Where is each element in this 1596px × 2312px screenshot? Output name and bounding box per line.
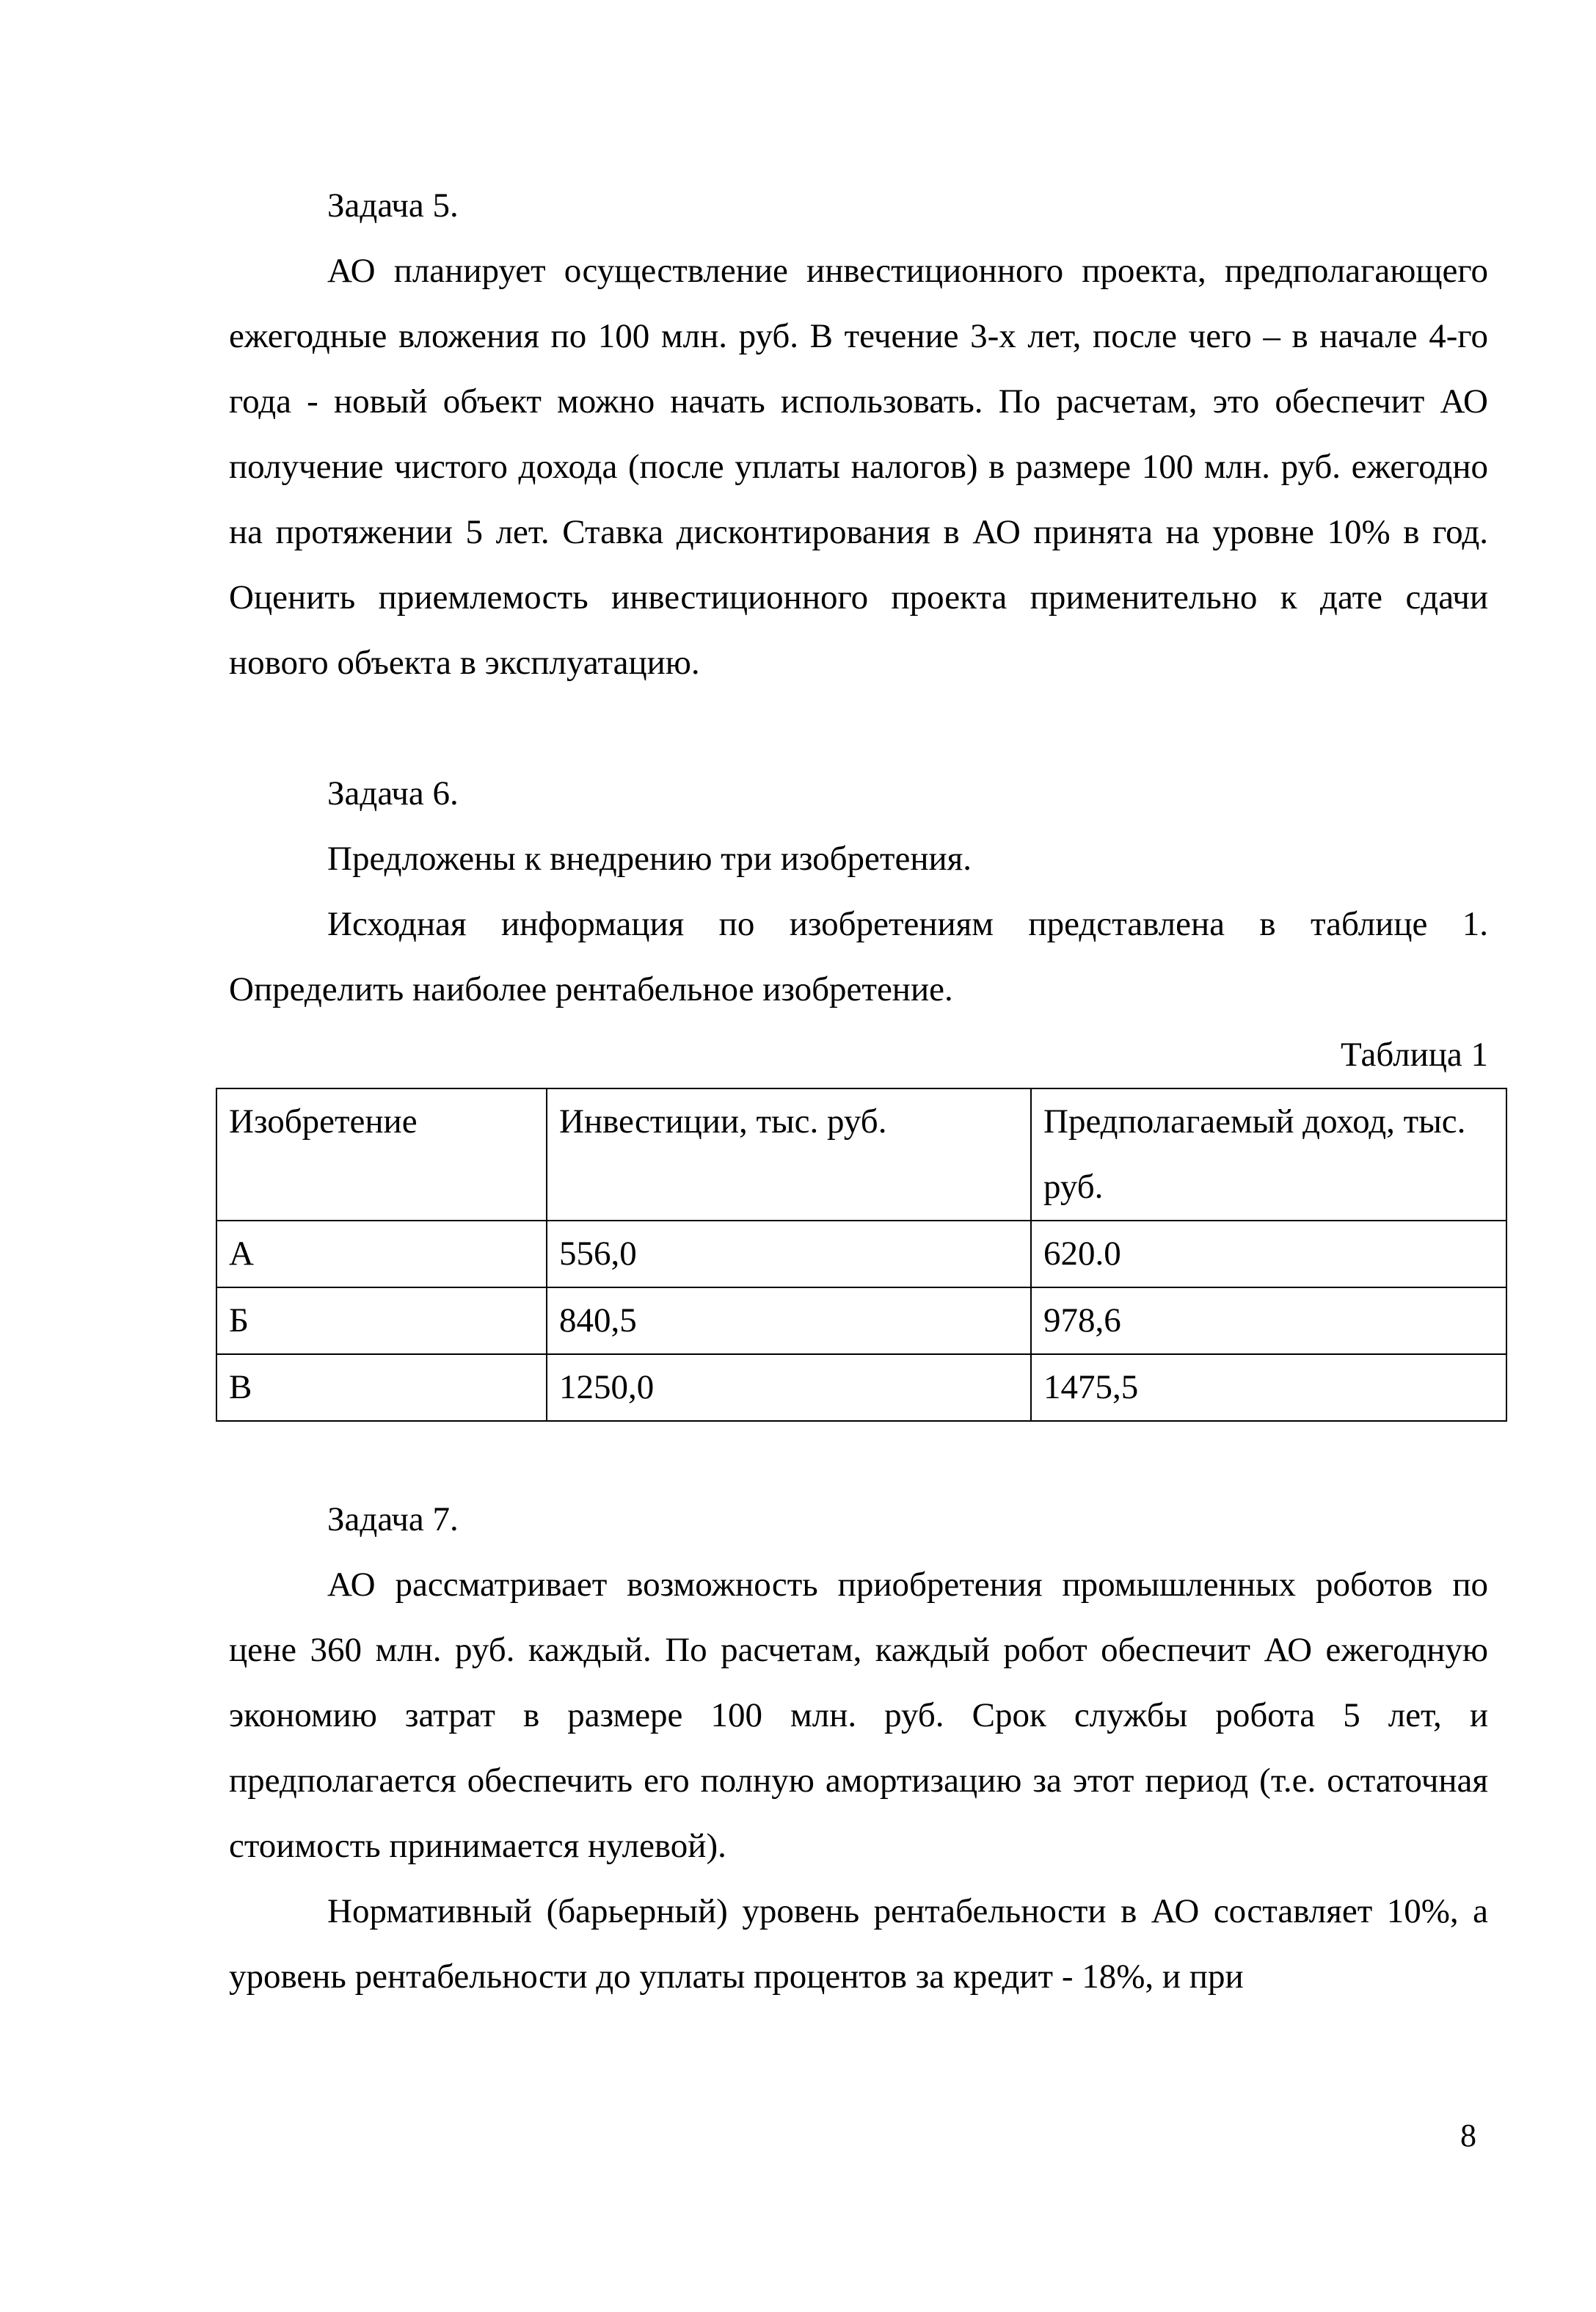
table-cell-investments: 840,5 bbox=[547, 1287, 1031, 1354]
table-row bbox=[216, 1287, 1506, 1354]
inventions-table bbox=[216, 1088, 1507, 1422]
task-7-paragraph-1: АО рассматривает возможность приобретения промышленных роботов по цене 360 млн. руб. каждый. По расчетам, каждый робот обеспечит АО ежегодную экономию затрат в размере 100 млн. руб. Срок службы робота 5 лет, и предполагается обеспечить его полную амортизацию за этот период (т.е. остаточная стоимость принимается нулевой). bbox=[229, 1566, 1488, 1865]
page-content bbox=[229, 173, 1488, 2010]
task-7-section bbox=[229, 1487, 1488, 2010]
header-cell-investments: Инвестиции, тыс. руб. bbox=[547, 1088, 1031, 1221]
task-7-heading: Задача 7. bbox=[327, 1500, 459, 1538]
task-5-paragraph: АО планирует осуществление инвестиционного проекта, предполагающего ежегодные вложения по 100 млн. руб. В течение 3-х лет, после чего – в начале 4-го года - новый объект можно начать использовать. По расчетам, это обеспечит АО получение чистого дохода (после уплаты налогов) в размере 100 млн. руб. ежегодно на протяжении 5 лет. Ставка дисконтирования в АО принята на уровне 10% в год. Оценить приемлемость инвестиционного проекта применительно к дате сдачи нового объекта в эксплуатацию. bbox=[229, 252, 1488, 682]
task-6-paragraph-2: Исходная информация по изобретениям представлена в таблице 1. Определить наиболее рентабельное изобретение. bbox=[229, 905, 1488, 1008]
task-5-heading: Задача 5. bbox=[327, 186, 459, 225]
table-cell-income: 978,6 bbox=[1031, 1287, 1506, 1354]
table-row bbox=[216, 1221, 1506, 1287]
task-6-heading: Задача 6. bbox=[327, 774, 459, 813]
table-cell-invention: Б bbox=[216, 1287, 547, 1354]
table-cell-invention: А bbox=[216, 1221, 547, 1287]
table-cell-investments: 556,0 bbox=[547, 1221, 1031, 1287]
table-cell-investments: 1250,0 bbox=[547, 1354, 1031, 1421]
table-cell-income: 620.0 bbox=[1031, 1221, 1506, 1287]
section-spacer bbox=[229, 1422, 1488, 1487]
table-cell-income: 1475,5 bbox=[1031, 1354, 1506, 1421]
header-cell-invention: Изобретение bbox=[216, 1088, 547, 1221]
header-cell-expected-income: Предполагаемый доход, тыс. руб. bbox=[1031, 1088, 1506, 1221]
table-caption: Таблица 1 bbox=[1340, 1036, 1488, 1074]
table-header-row bbox=[216, 1088, 1506, 1221]
task-6-section bbox=[229, 761, 1488, 1422]
task-7-paragraph-2: Нормативный (барьерный) уровень рентабельности в АО составляет 10%, а уровень рентабельности до уплаты процентов за кредит - 18%, и при bbox=[229, 1892, 1488, 1996]
table-cell-invention: В bbox=[216, 1354, 547, 1421]
table-row bbox=[216, 1354, 1506, 1421]
task-5-section bbox=[229, 173, 1488, 696]
task-6-paragraph-1: Предложены к внедрению три изобретения. bbox=[327, 840, 972, 878]
section-spacer bbox=[229, 696, 1488, 761]
page-number: 8 bbox=[1460, 2117, 1476, 2153]
